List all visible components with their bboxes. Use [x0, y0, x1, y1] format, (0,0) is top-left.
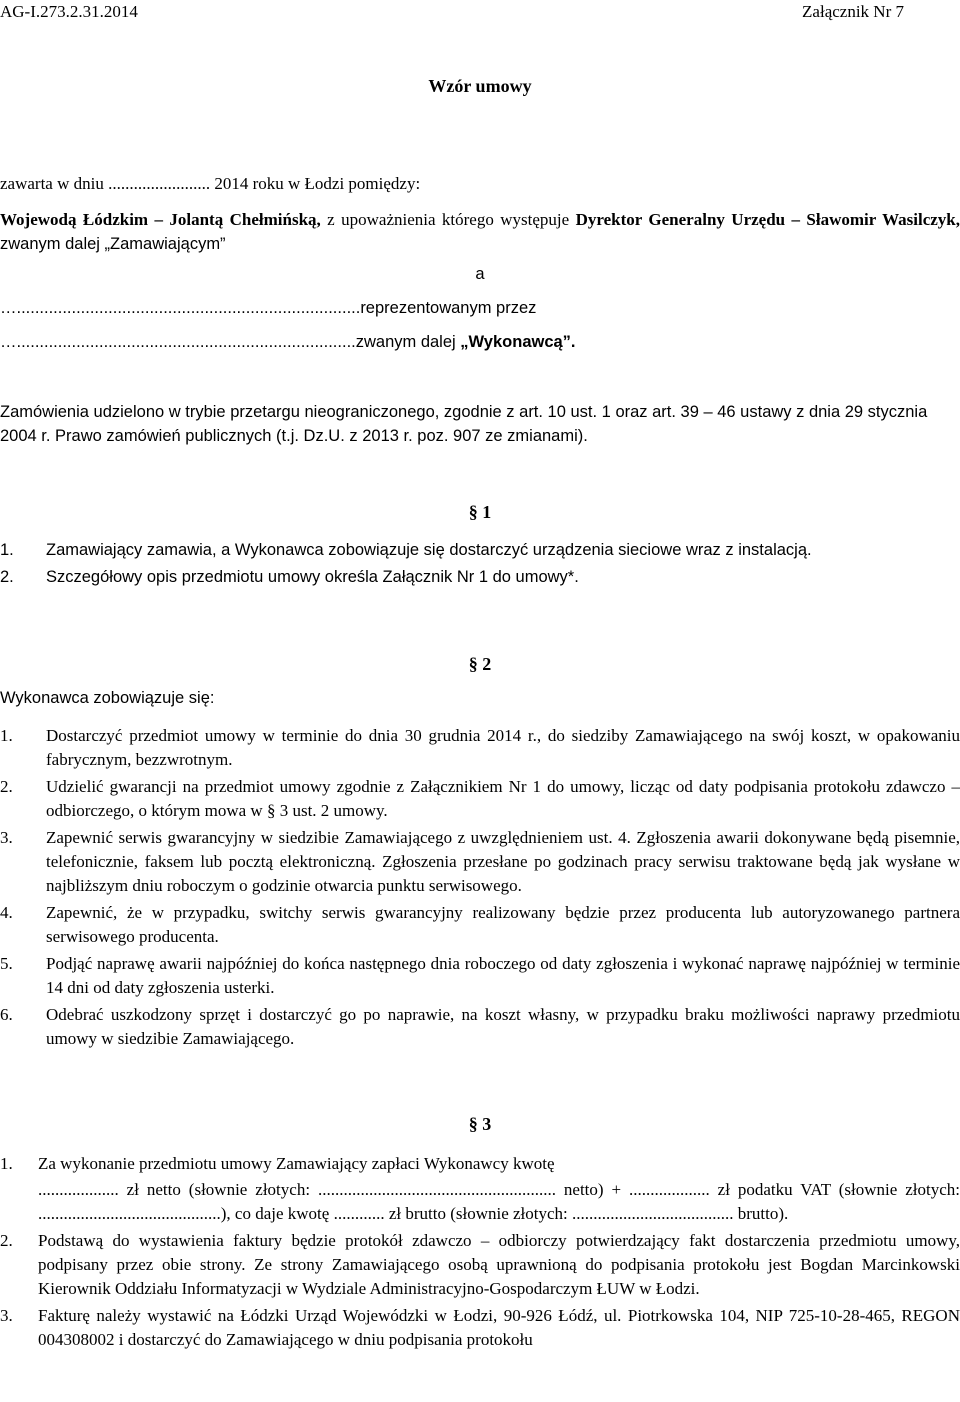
conjunction-a: a: [475, 265, 485, 283]
item-number: 2.: [0, 1231, 13, 1250]
section-2-list: [0, 724, 960, 1051]
section-1-heading: § 1: [468, 502, 492, 522]
item-number: 6.: [0, 1005, 13, 1024]
item-number: 1.: [0, 726, 13, 745]
item-text: Fakturę należy wystawić na Łódzki Urząd Wojewódzki w Łodzi, 90-926 Łódź, ul. Piotrkowska 104, NIP 725-10-28-465, REGON 004308002 i dostarczyć do Zamawiającego w dniu podpisania protokołu: [38, 1306, 960, 1349]
item-text: Zamawiający zamawia, a Wykonawca zobowiązuje się dostarczyć urządzenia sieciowe wraz z instalacją.: [46, 541, 812, 559]
list-item: [0, 901, 960, 949]
item-number: 4.: [0, 903, 13, 922]
item-number: 5.: [0, 954, 13, 973]
contractor-line: [0, 330, 576, 354]
party-zamawiajacy: [0, 208, 960, 256]
section-2-heading: § 2: [468, 654, 492, 674]
contractor-name: „Wykonawcą”.: [460, 333, 576, 351]
list-item: [0, 1229, 960, 1301]
item-number: 1.: [0, 1154, 13, 1173]
item-text: Odebrać uszkodzony sprzęt i dostarczyć go po naprawie, na koszt własny, w przypadku braku możliwości naprawy przedmiotu umowy w siedzibie Zamawiającego.: [46, 1005, 960, 1048]
document-reference: AG-I.273.2.31.2014: [0, 2, 138, 21]
item-text: Udzielić gwarancji na przedmiot umowy zgodnie z Załącznikiem Nr 1 do umowy, licząc od daty podpisania protokołu zdawczo – odbiorczego, o którym mowa w § 3 ust. 2 umowy.: [46, 777, 960, 820]
party1-text-b: zwanym dalej „Zamawiającym”: [0, 235, 226, 253]
item-text: Zapewnić, że w przypadku, switchy serwis gwarancyjny realizowany będzie przez producenta lub autoryzowanego partnera serwisowego producenta.: [46, 903, 960, 946]
list-item: [0, 1304, 960, 1352]
list-item: [0, 1152, 960, 1226]
item-text: Szczegółowy opis przedmiotu umowy określa Załącznik Nr 1 do umowy*.: [46, 568, 579, 586]
amount-block: ................... zł netto (słownie złotych: ........................................................ netto) + ................... zł podatku VAT (słownie złotych: ...........................................), co daje kwotę ............ zł brutto (słownie złotych: ...................................... brutto).: [38, 1180, 960, 1223]
list-item: [0, 1003, 960, 1051]
representative-line: …...........................................................................reprezentowanym przez: [0, 299, 537, 317]
item-number: 2.: [0, 777, 13, 796]
item-number: 3.: [0, 1306, 13, 1325]
item-text: Dostarczyć przedmiot umowy w terminie do dnia 30 grudnia 2014 r., do siedziby Zamawiającego na swój koszt, w opakowaniu fabrycznym, bezzwrotnym.: [46, 726, 960, 769]
tender-clause: Zamówienia udzielono w trybie przetargu nieograniczonego, zgodnie z art. 10 ust. 1 oraz art. 39 – 46 ustawy z dnia 29 stycznia 2004 r. Prawo zamówień publicznych (t.j. Dz.U. z 2013 r. poz. 907 ze zmianami).: [0, 403, 928, 445]
section-3-list: [0, 1152, 960, 1352]
list-item: [0, 724, 960, 772]
list-item: [0, 826, 960, 898]
item-text: Zapewnić serwis gwarancyjny w siedzibie Zamawiającego z uwzględnieniem ust. 4. Zgłoszenia awarii dokonywane będą pisemnie, telefonicznie, faksem lub pocztą elektroniczną. Zgłoszenia przesłane po godzinach pracy serwisu traktowane będą jak wysłane w najbliższym dniu roboczym o godzinie otwarcia punktu serwisowego.: [46, 828, 960, 895]
item-text: Za wykonanie przedmiotu umowy Zamawiający zapłaci Wykonawcy kwotę: [38, 1154, 555, 1173]
party1-director: Dyrektor Generalny Urzędu – Sławomir Wasilczyk,: [575, 210, 960, 229]
section-2-lead: Wykonawca zobowiązuje się:: [0, 689, 215, 707]
list-item: [0, 565, 960, 589]
party1-name: Wojewodą Łódzkim – Jolantą Chełmińską,: [0, 210, 321, 229]
date-line: zawarta w dniu ........................ 2014 roku w Łodzi pomiędzy:: [0, 174, 421, 193]
section-1-list: [0, 538, 960, 589]
item-number: 3.: [0, 828, 13, 847]
attachment-label: Załącznik Nr 7: [802, 2, 904, 21]
section-3-heading: § 3: [468, 1114, 492, 1134]
list-item: [0, 952, 960, 1000]
document-title: Wzór umowy: [428, 76, 532, 96]
item-number: 1.: [0, 541, 14, 559]
party1-text-a: z upoważnienia którego występuje: [320, 210, 576, 229]
item-text: Podjąć naprawę awarii najpóźniej do końca następnego dnia roboczego od daty zgłoszenia i wykonać naprawę najpóźniej w terminie 14 dni od daty zgłoszenia usterki.: [46, 954, 960, 997]
list-item: [0, 538, 960, 562]
list-item: [0, 775, 960, 823]
item-text: Podstawą do wystawienia faktury będzie protokół zdawczo – odbiorczy potwierdzający fakt dostarczenia przedmiotu umowy, podpisany przez obie strony. Ze strony Zamawiającego osobą uprawnioną do podpisania protokołu jest Bogdan Marcinkowski Kierownik Oddziału Informatyzacji w Wydziale Administracyjno-Gospodarczym ŁUW w Łodzi.: [38, 1231, 960, 1298]
contractor-line-text: …..........................................................................zwanym dalej: [0, 333, 461, 351]
item-number: 2.: [0, 568, 14, 586]
